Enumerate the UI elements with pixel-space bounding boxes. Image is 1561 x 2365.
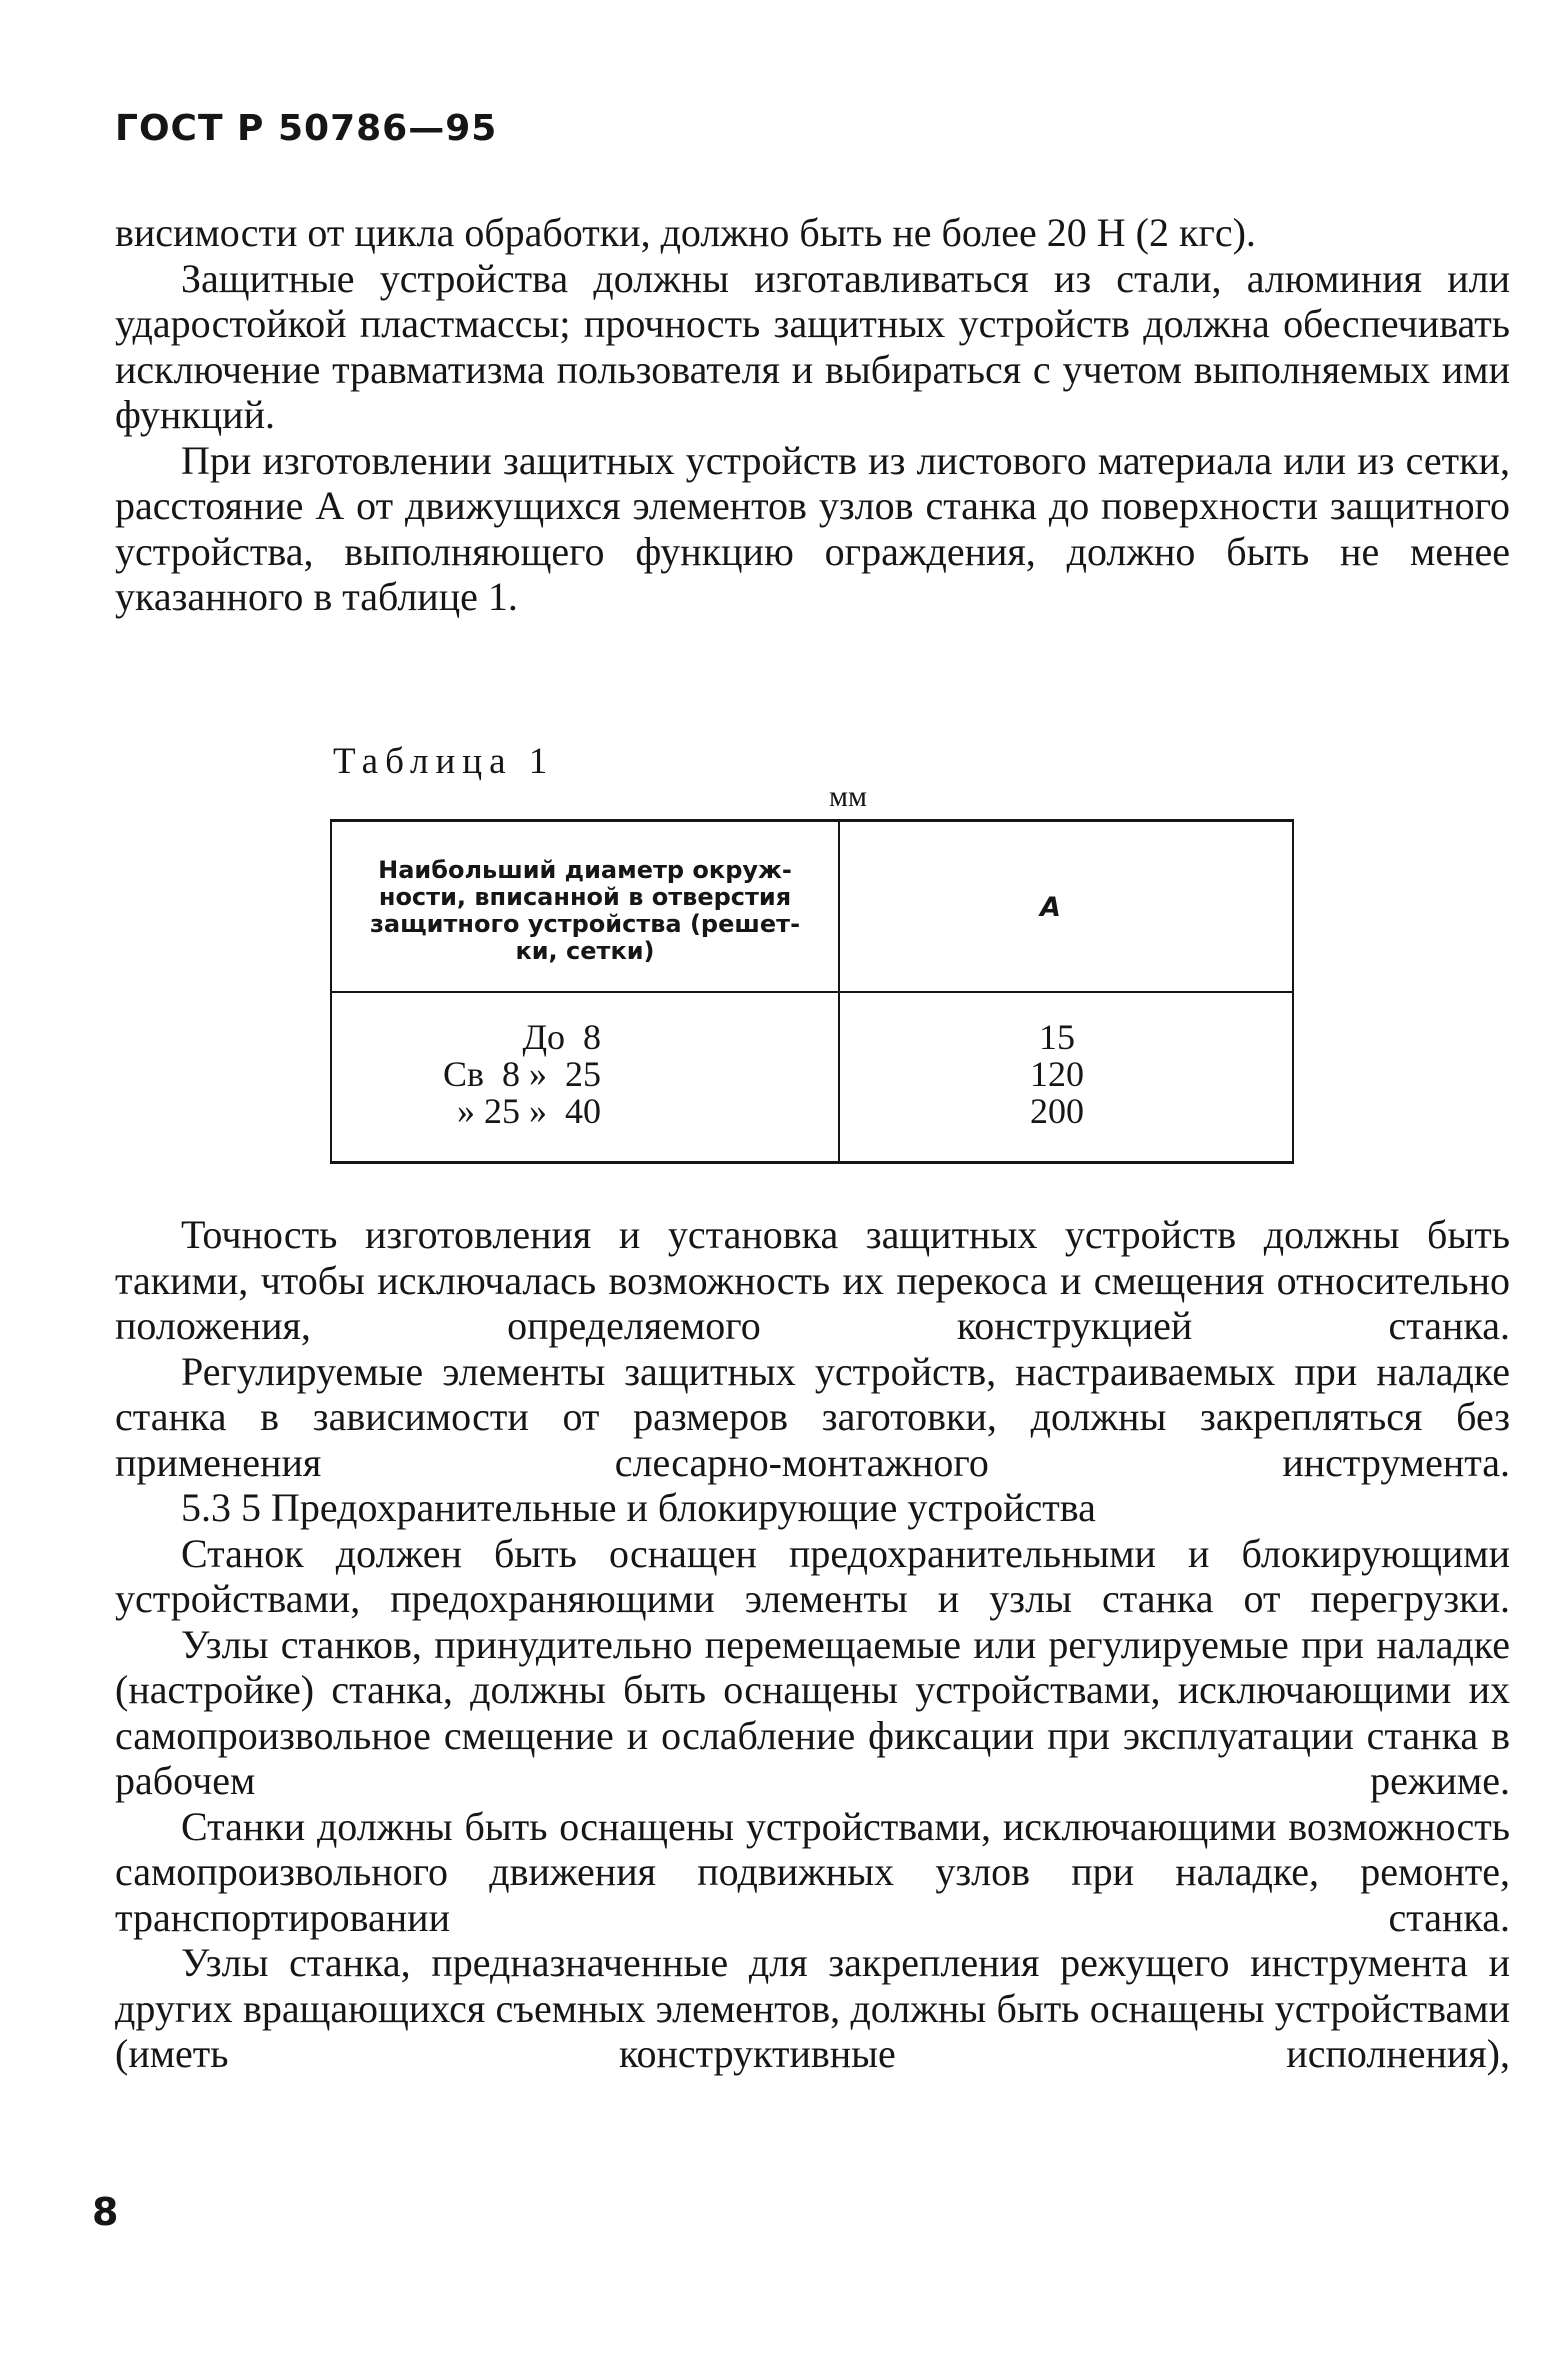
table-cell-range: Св 8 » 25 [442,1054,601,1094]
paragraph: Защитные устройства должны изготавливаться из стали, алюминия или ударостойкой пластмассы; прочность защитных устройств должна обеспечивать исключение травматизма пользователя и выбираться с учетом выполняемых ими функций. [115,255,1510,437]
header-line: ности, вписанной в отверстия [378,883,792,911]
table-cell-value: 15 [1039,1017,1075,1057]
text-block-top [115,210,1510,620]
table-bottom-rule [330,1161,1294,1164]
table-caption: Таблица 1 [333,741,555,782]
header-line: ки, сетки) [515,937,655,965]
table-header-a: А [1040,892,1061,923]
table-top-rule [330,819,1294,822]
text-block-bottom [115,1212,1510,2077]
table-middle-rule [838,819,840,1164]
data-table [330,819,1294,1164]
paragraph: висимости от цикла обработки, должно быть не более 20 Н (2 кгс). [115,210,1256,255]
table-unit: мм [829,780,867,813]
paragraph: Регулируемые элементы защитных устройств, настраиваемых при наладке станка в зависимости от размеров заготовки, должны закрепляться без применения слесарно-монтажного инструмента. [115,1348,1510,1485]
header-line: Наибольший диаметр окруж- [378,856,792,884]
table-cell-range: До 8 [522,1017,601,1057]
paragraph: Точность изготовления и установка защитных устройств должны быть такими, чтобы исключалась возможность их перекоса и смещения относительно положения, определяемого конструкцией станка. [115,1212,1510,1348]
paragraph: Станки должны быть оснащены устройствами, исключающими возможность самопроизвольного движения подвижных узлов при наладке, ремонте, транспортировании станка. [115,1803,1510,1940]
section-heading: 5.3 5 Предохранительные и блокирующие устройства [181,1485,1096,1530]
table-header-diameter [350,857,820,965]
table-cell-value: 200 [1030,1091,1084,1131]
page-number: 8 [92,2190,119,2234]
paragraph: Узлы станка, предназначенные для закрепления режущего инструмента и других вращающихся съемных элементов, должны быть оснащены устройствами (иметь конструктивные исполнения), [115,1940,1510,2076]
document-header: ГОСТ Р 50786—95 [115,108,498,149]
paragraph: Узлы станков, принудительно перемещаемые или регулируемые при наладке (настройке) станка, должны быть оснащены устройствами, исключающими их самопроизвольное смещение и ослабление фиксации при эксплуатации станка в рабочем режиме. [115,1621,1510,1803]
paragraph: При изготовлении защитных устройств из листового материала или из сетки, расстояние А от движущихся элементов узлов станка до поверхности защитного устройства, выполняющего функцию ограждения, должно быть не менее указанного в таблице 1. [115,437,1510,619]
paragraph: Станок должен быть оснащен предохранительными и блокирующими устройствами, предохраняющими элементы и узлы станка от перегрузки. [115,1530,1510,1621]
table-cell-value: 120 [1030,1054,1084,1094]
table-header-rule [330,991,1294,993]
table-cell-range: » 25 » 40 [457,1091,601,1131]
header-line: защитного устройства (решет- [369,910,801,938]
table-right-rule [1292,819,1294,1164]
